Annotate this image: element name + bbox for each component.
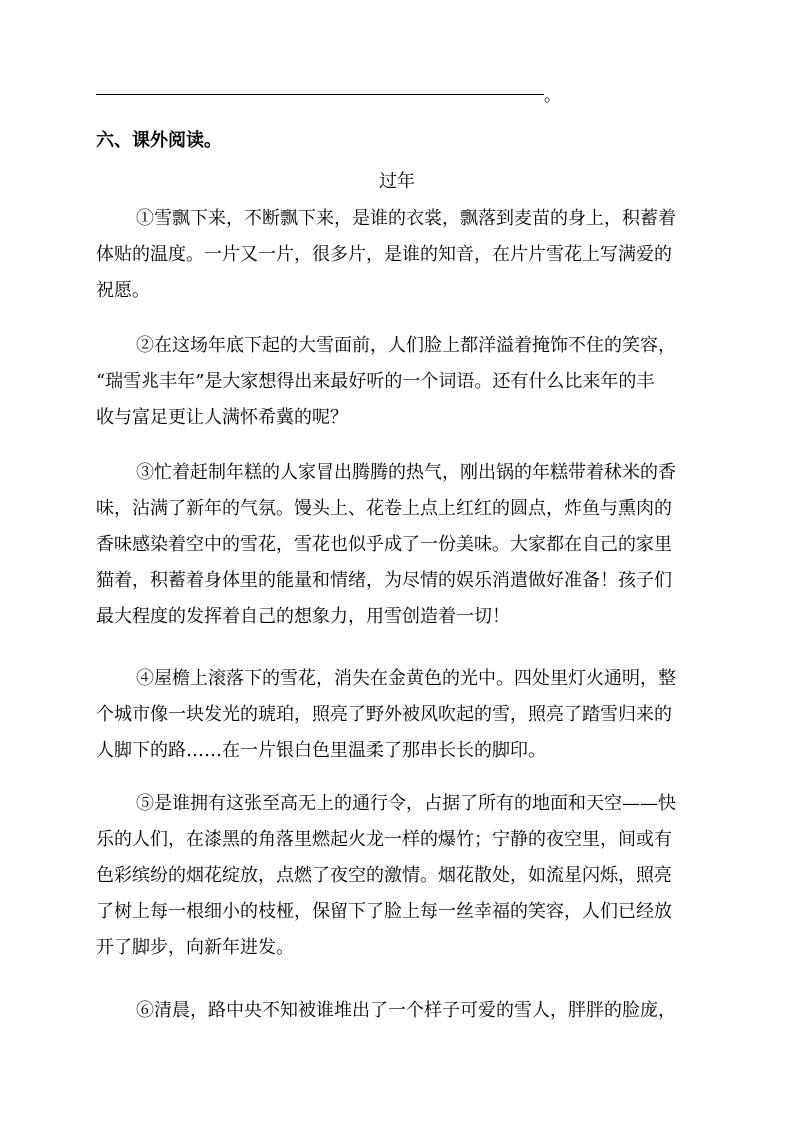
paragraph-line: 猫着，积蓄着身体里的能量和情绪，为尽情的娱乐消遣做好准备！孩子们 <box>96 570 672 591</box>
paragraph-line: 体贴的温度。一片又一片，很多片，是谁的知音，在片片雪花上写满爱的 <box>96 244 672 265</box>
section-heading: 六、课外阅读。 <box>96 130 222 151</box>
answer-blank-line <box>96 84 561 108</box>
paragraph-line: 祝愿。 <box>96 280 150 301</box>
paragraph-line: 味，沾满了新年的气氛。馒头上、花卷上点上红红的圆点，炸鱼与熏肉的 <box>96 498 672 519</box>
paragraph-6 <box>96 993 706 1029</box>
paragraph-5 <box>96 786 706 966</box>
paragraph-line: ⑥清晨，路中央不知被谁堆出了一个样子可爱的雪人，胖胖的脸庞， <box>136 1000 676 1021</box>
paragraph-line: ③忙着赶制年糕的人家冒出腾腾的热气，刚出锅的年糕带着秫米的香 <box>136 462 676 483</box>
paragraph-line: 色彩缤纷的烟花绽放，点燃了夜空的激情。烟花散处，如流星闪烁，照亮 <box>96 865 672 886</box>
paragraph-line: ⑤是谁拥有这张至高无上的通行令，占据了所有的地面和天空——快 <box>136 793 676 814</box>
paragraph-line: 最大程度的发挥着自己的想象力，用雪创造着一切！ <box>96 606 510 627</box>
paragraph-line: 香味感染着空中的雪花，雪花也似乎成了一份美味。大家都在自己的家里 <box>96 534 672 555</box>
paragraph-line: ①雪飘下来，不断飘下来，是谁的衣裳，飘落到麦苗的身上，积蓄着 <box>136 208 676 229</box>
paragraph-line: 个城市像一块发光的琥珀，照亮了野外被风吹起的雪，照亮了踏雪归来的 <box>96 704 672 725</box>
blank-underline <box>96 94 544 95</box>
blank-end-mark: 。 <box>544 86 561 106</box>
paragraph-1 <box>96 201 706 309</box>
paragraph-line: 开了脚步，向新年进发。 <box>96 937 294 958</box>
paragraph-line: 乐的人们，在漆黑的角落里燃起火龙一样的爆竹；宁静的夜空里，间或有 <box>96 829 672 850</box>
paragraph-3 <box>96 455 706 635</box>
paragraph-line: 收与富足更让人满怀希冀的呢？ <box>96 407 348 428</box>
paragraph-line: ④屋檐上滚落下的雪花，消失在金黄色的光中。四处里灯火通明，整 <box>136 668 676 689</box>
paragraph-line: ②在这场年底下起的大雪面前，人们脸上都洋溢着掩饰不住的笑容， <box>136 335 676 356</box>
paragraph-2 <box>96 328 706 436</box>
paragraph-line: 人脚下的路……在一片银白色里温柔了那串长长的脚印。 <box>96 740 546 761</box>
paragraph-line: “瑞雪兆丰年”是大家想得出来最好听的一个词语。还有什么比来年的丰 <box>96 371 655 392</box>
article-title: 过年 <box>379 171 415 192</box>
paragraph-4 <box>96 661 706 769</box>
paragraph-line: 了树上每一根细小的枝桠，保留下了脸上每一丝幸福的笑容，人们已经放 <box>96 901 672 922</box>
